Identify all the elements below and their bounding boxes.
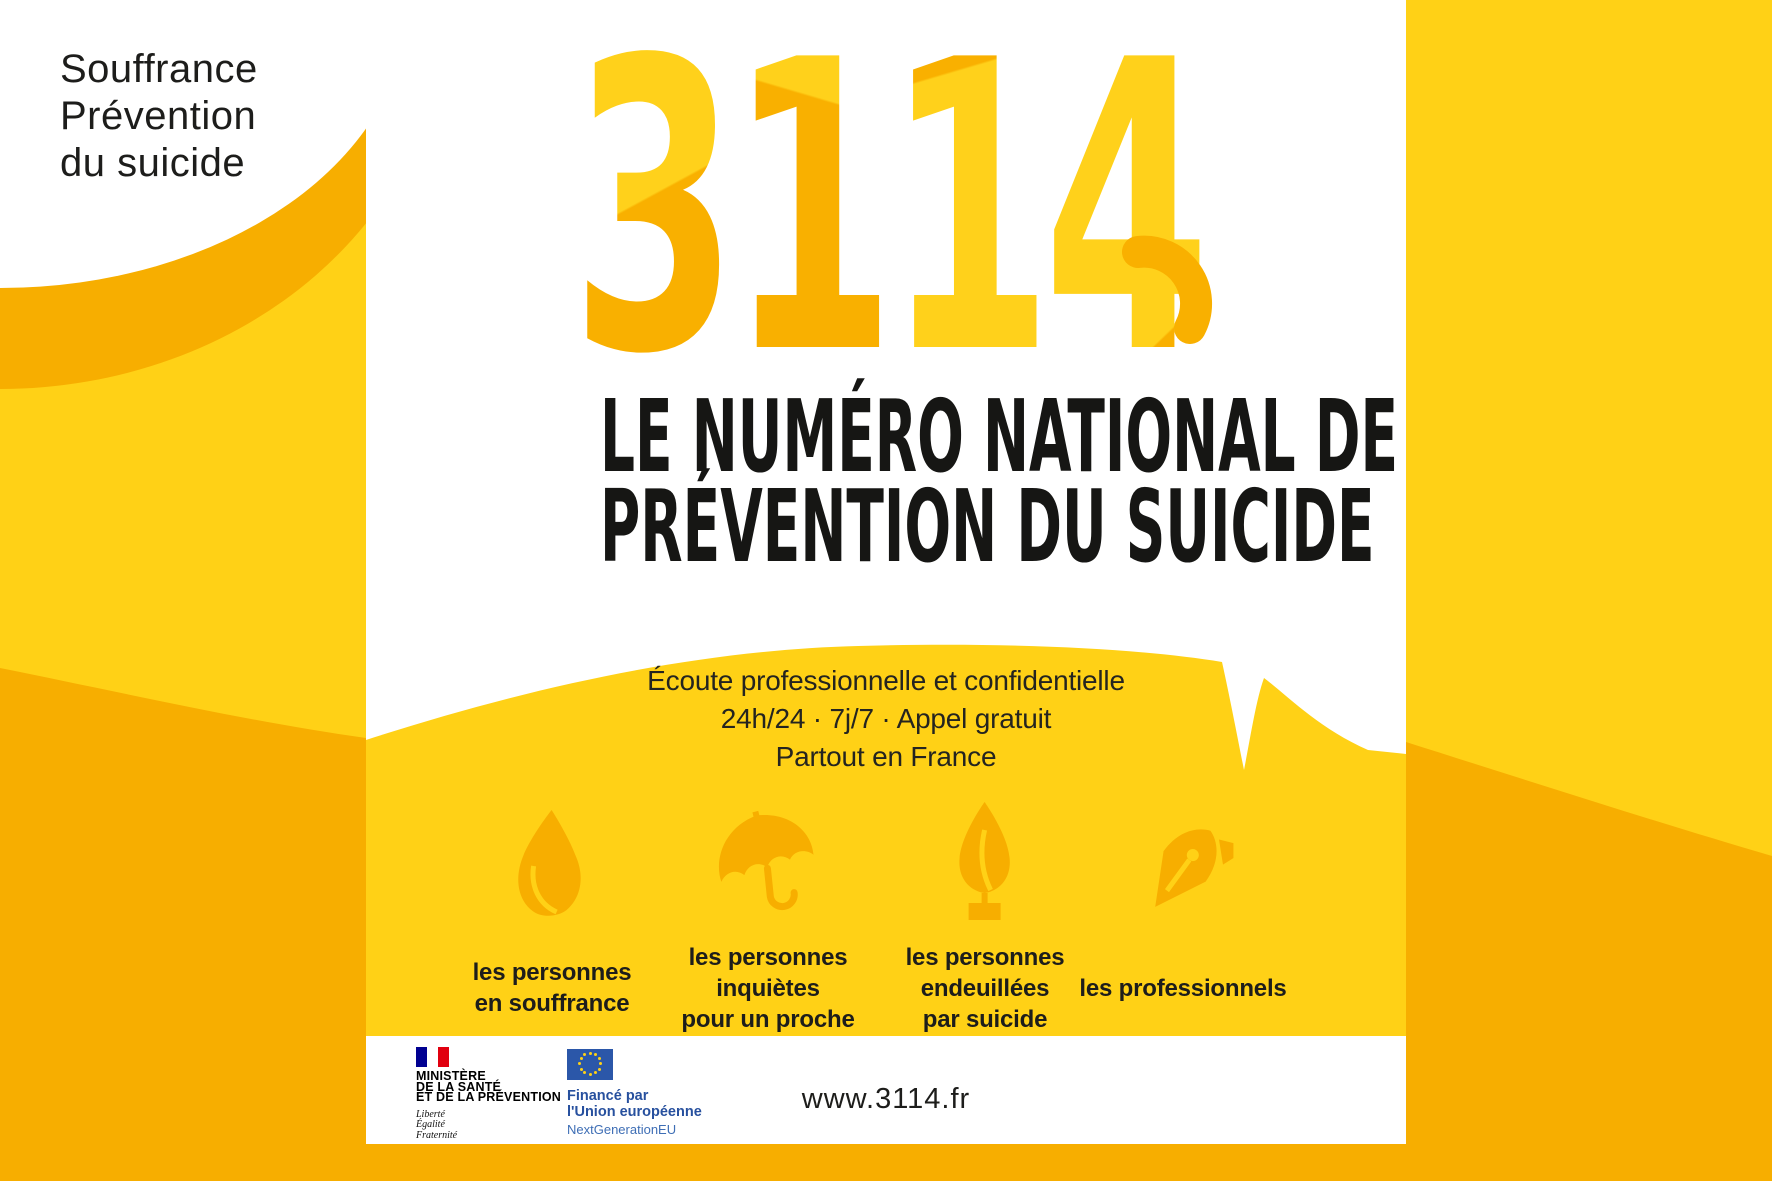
teardrop-icon	[473, 802, 632, 920]
ministry-name: MINISTÈRE DE LA SANTÉ ET DE LA PRÉVENTION	[416, 1069, 562, 1104]
bubble-line: 24h/24 · 7j/7 · Appel gratuit	[720, 703, 1052, 734]
central-panel	[366, 0, 1406, 1181]
footer-bar	[366, 1036, 1406, 1144]
audience-souffrance	[473, 802, 632, 1038]
bubble-text	[366, 662, 1406, 776]
audience-label: les personnes en souffrance	[472, 959, 632, 1017]
tagline-line: Prévention	[60, 94, 257, 138]
logo-3114	[571, 0, 1201, 442]
audience-professionnels	[1079, 802, 1286, 1038]
eu-funding-text: Financé par l'Union européenne	[567, 1088, 702, 1120]
website-url: www.3114.fr	[801, 1083, 971, 1115]
phone-handset-icon	[1108, 232, 1218, 347]
flame-plant-icon	[906, 802, 1065, 920]
audience-inquietes	[681, 802, 854, 1038]
corner-tagline	[60, 46, 258, 187]
eu-flag-icon	[567, 1049, 613, 1080]
audience-label: les professionnels	[1079, 974, 1287, 1002]
audience-endeuillees	[906, 802, 1065, 1038]
audience-label: les personnes inquiètes pour un proche	[681, 943, 855, 1033]
bottom-strip-shape	[366, 1144, 1406, 1181]
bubble-line: Écoute professionnelle et confidentielle	[647, 665, 1125, 696]
bubble-line: Partout en France	[775, 741, 997, 772]
logo-digit: 1	[728, 0, 886, 442]
title-line-2: PRÉVENTION DU SUICIDE	[600, 468, 1375, 585]
umbrella-icon	[681, 802, 854, 920]
tagline-line: du suicide	[60, 141, 246, 185]
bottom-right-sweep-shape	[1406, 0, 1772, 1181]
french-flag-icon	[416, 1047, 449, 1067]
pen-nib-icon	[1079, 802, 1286, 920]
logo-digit: 3	[571, 0, 729, 442]
tagline-line: Souffrance	[60, 47, 258, 91]
ministry-motto: Liberté Égalité Fraternité	[416, 1108, 458, 1141]
logo-digit: 1	[886, 0, 1044, 442]
page-title	[366, 378, 1406, 585]
title-line-1: LE NUMÉRO NATIONAL DE	[600, 378, 1399, 495]
audience-label: les personnes endeuillées par suicide	[905, 943, 1065, 1033]
eu-program-text: NextGenerationEU	[567, 1122, 677, 1137]
logo-digit: 4	[1043, 0, 1201, 442]
